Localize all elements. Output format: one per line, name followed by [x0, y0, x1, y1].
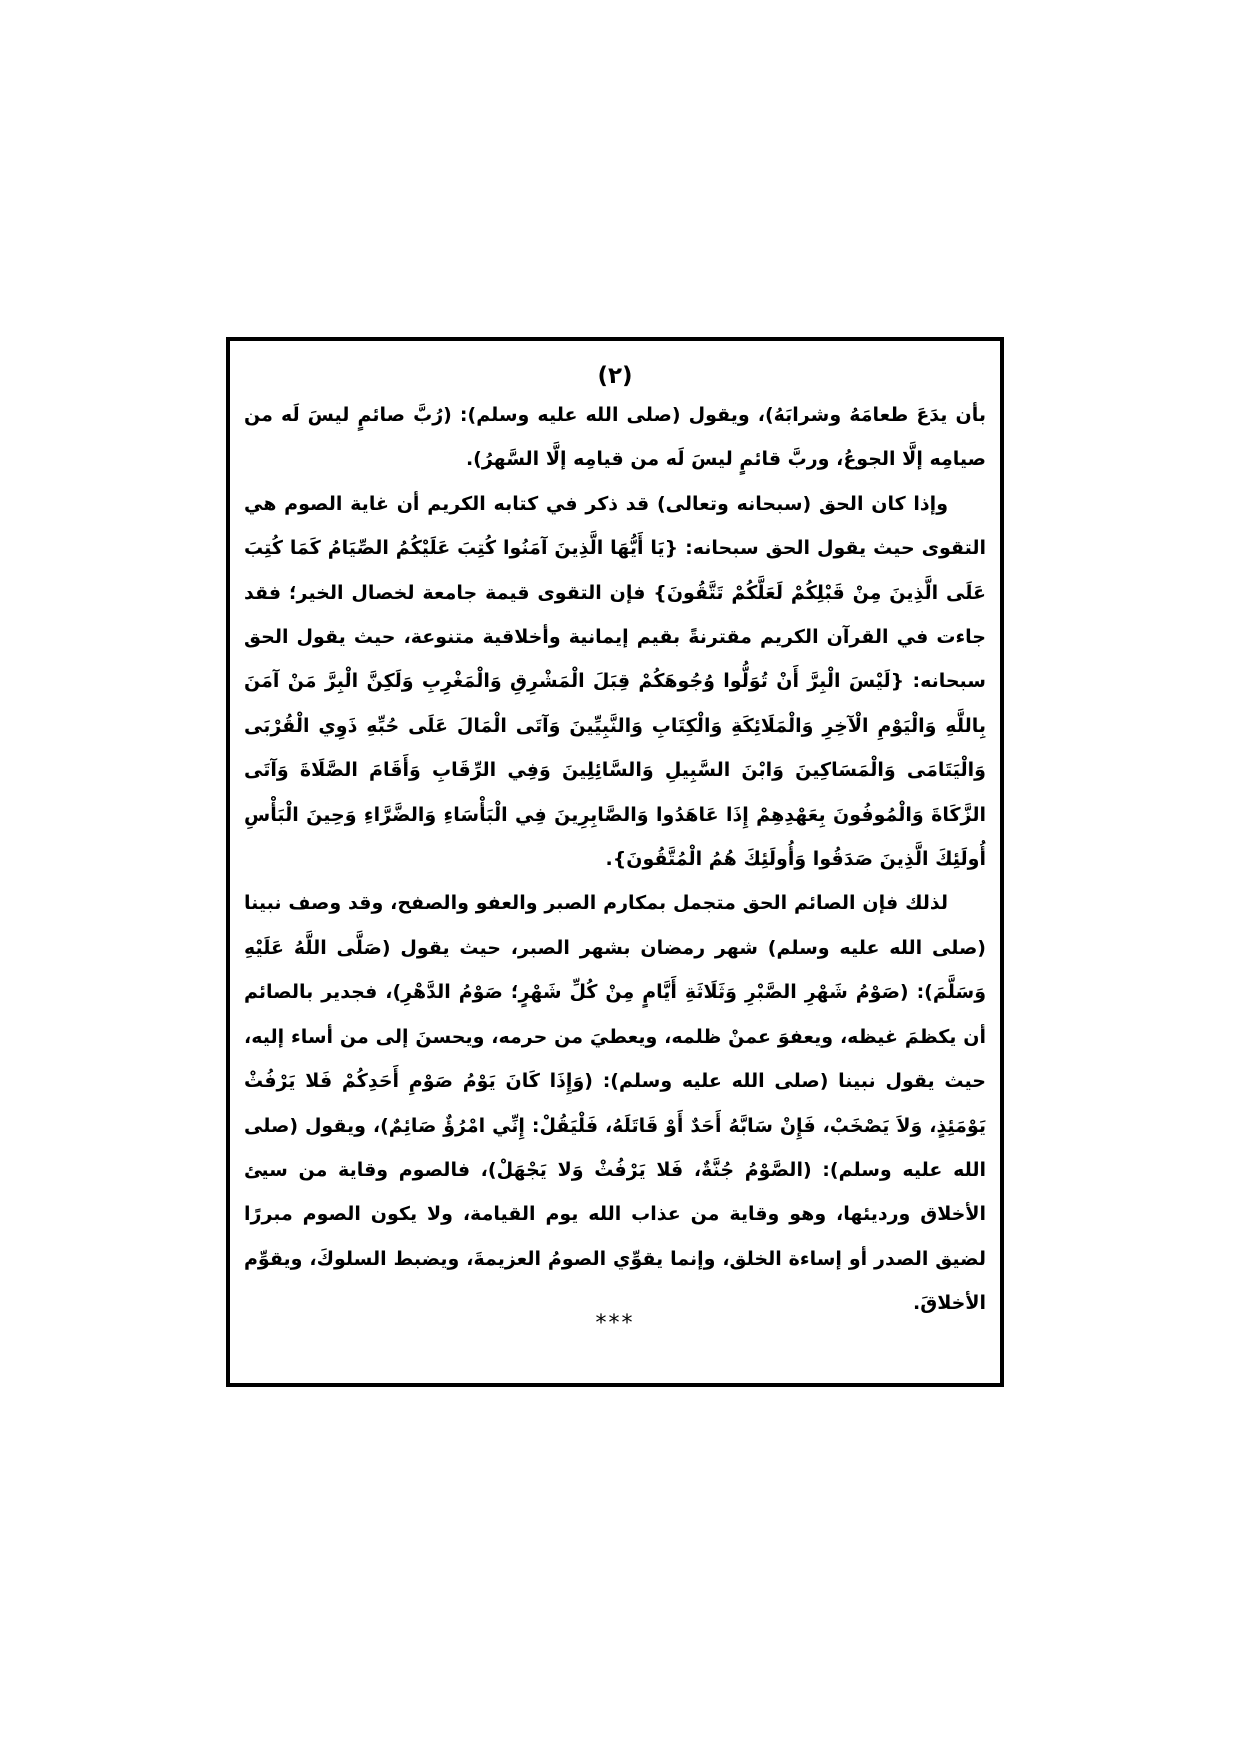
paragraph-1: بأن يدَعَ طعامَهُ وشرابَهُ)، ويقول (صلى الله عليه وسلم): (رُبَّ صائمٍ ليسَ لَه من صيامِه إلَّا الجوعُ، وربَّ قائمٍ ليسَ لَه من قيامِه إلَّا السَّهرُ). — [244, 404, 986, 471]
page-border-frame — [226, 337, 1004, 1387]
page-number: (٢) — [597, 363, 633, 389]
paragraph-3: لذلك فإن الصائم الحق متجمل بمكارم الصبر والعفو والصفح، وقد وصف نبينا (صلى الله عليه وسلم) شهر رمضان بشهر الصبر، حيث يقول (صَلَّى اللَّهُ عَلَيْهِ وَسَلَّمَ): (صَوْمُ شَهْرِ الصَّبْرِ وَثَلَاثَةِ أَيَّامٍ مِنْ كُلِّ شَهْرٍ؛ صَوْمُ الدَّهْرِ)، فجدير بالصائم أن يكظمَ غيظه، ويعفوَ عمنْ ظلمه، ويعطيَ من حرمه، ويحسنَ إلى من أساء إليه، حيث يقول نبينا (صلى الله عليه وسلم): (وَإِذَا كَانَ يَوْمُ صَوْمِ أَحَدِكُمْ فَلا يَرْفُثْ يَوْمَئِذٍ، وَلاَ يَصْخَبْ، فَإِنْ سَابَّهُ أَحَدٌ أَوْ قَاتَلَهُ، فَلْيَقُلْ: إِنِّي امْرُؤٌ صَائِمٌ)، ويقول (صلى الله عليه وسلم): (الصَّوْمُ جُنَّةٌ، فَلا يَرْفُثْ وَلا يَجْهَلْ)، فالصوم وقاية من سيئ الأخلاق ورديئها، وهو وقاية من عذاب الله يوم القيامة، ولا يكون الصوم مبررًا لضيق الصدر أو إساءة الخلق، وإنما يقوِّي الصومُ العزيمةَ، ويضبط السلوكَ، ويقوِّم الأخلاقَ. — [244, 892, 986, 1315]
section-end-mark: *** — [595, 1311, 635, 1336]
body-text — [244, 393, 986, 1326]
paragraph-2: وإذا كان الحق (سبحانه وتعالى) قد ذكر في كتابه الكريم أن غاية الصوم هي التقوى حيث يقول الحق سبحانه: {يَا أَيُّهَا الَّذِينَ آمَنُوا كُتِبَ عَلَيْكُمُ الصِّيَامُ كَمَا كُتِبَ عَلَى الَّذِينَ مِنْ قَبْلِكُمْ لَعَلَّكُمْ تَتَّقُونَ} فإن التقوى قيمة جامعة لخصال الخير؛ فقد جاءت في القرآن الكريم مقترنةً بقيم إيمانية وأخلاقية متنوعة، حيث يقول الحق سبحانه: {لَيْسَ الْبِرَّ أَنْ تُوَلُّوا وُجُوهَكُمْ قِبَلَ الْمَشْرِقِ وَالْمَغْرِبِ وَلَكِنَّ الْبِرَّ مَنْ آمَنَ بِاللَّهِ وَالْيَوْمِ الْآخِرِ وَالْمَلَائِكَةِ وَالْكِتَابِ وَالنَّبِيِّينَ وَآتَى الْمَالَ عَلَى حُبِّهِ ذَوِي الْقُرْبَى وَالْيَتَامَى وَالْمَسَاكِينَ وَابْنَ السَّبِيلِ وَالسَّائِلِينَ وَفِي الرِّقَابِ وَأَقَامَ الصَّلَاةَ وَآتَى الزَّكَاةَ وَالْمُوفُونَ بِعَهْدِهِمْ إِذَا عَاهَدُوا وَالصَّابِرِينَ فِي الْبَأْسَاءِ وَالضَّرَّاءِ وَحِينَ الْبَأْسِ أُولَئِكَ الَّذِينَ صَدَقُوا وَأُولَئِكَ هُمُ الْمُتَّقُونَ}. — [244, 492, 986, 871]
